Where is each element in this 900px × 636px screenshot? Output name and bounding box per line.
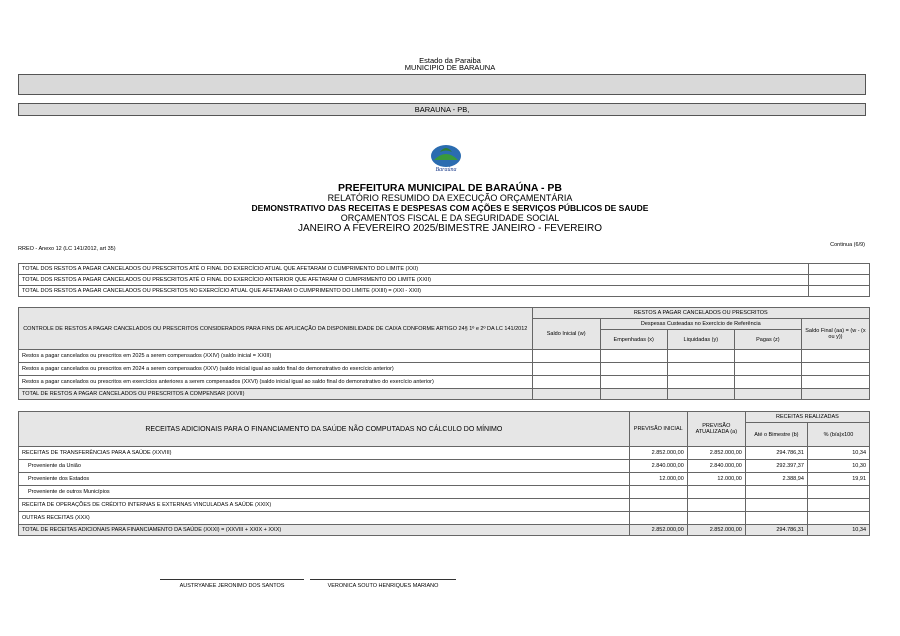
col-receitas-realizadas: RECEITAS REALIZADAS xyxy=(745,412,869,423)
title-period: JANEIRO A FEVEREIRO 2025/BIMESTRE JANEIRO - FEVEREIRO xyxy=(298,223,602,234)
total-label: TOTAL DE RECEITAS ADICIONAIS PARA FINANCIAMENTO DA SAÚDE (XXXI) = (XXVIII + XXIX + XXX) xyxy=(19,525,630,536)
table-row xyxy=(19,308,870,319)
value-previsao-atualizada: 2.852.000,00 xyxy=(687,447,745,460)
value-ate-bimestre xyxy=(745,499,807,512)
control-total-label: TOTAL DE RESTOS A PAGAR CANCELADOS OU PRESCRITOS A COMPENSAR (XXVII) xyxy=(19,389,533,400)
value-previsao-atualizada: 12.000,00 xyxy=(687,473,745,486)
value-previsao-atualizada xyxy=(687,499,745,512)
control-group-header: RESTOS A PAGAR CANCELADOS OU PRESCRITOS xyxy=(532,308,869,319)
limit-value xyxy=(809,286,870,297)
gray-band xyxy=(18,74,866,95)
value-percent: 10,30 xyxy=(807,460,869,473)
table-row xyxy=(19,363,870,376)
table-row xyxy=(19,389,870,400)
limit-label: TOTAL DOS RESTOS A PAGAR CANCELADOS OU PRESCRITOS ATÉ O FINAL DO EXERCÍCIO ATUAL QUE AFETARAM O CUMPRIMENTO DO LIMITE (XXI) xyxy=(19,264,809,275)
annex-label: RREO - Anexo 12 (LC 141/2012, art 35) xyxy=(18,246,116,252)
value-percent xyxy=(807,486,869,499)
control-row-label: Restos a pagar cancelados ou prescritos em 2024 a serem compensados (XXV) (saldo inicial igual ao saldo final do demonstrativo do exercício anterior) xyxy=(19,363,533,376)
table-row xyxy=(19,486,870,499)
col-previsao-inicial: PREVISÃO INICIAL xyxy=(629,412,687,447)
table-row xyxy=(19,286,870,297)
value-percent xyxy=(807,499,869,512)
additional-revenue-table xyxy=(18,411,870,536)
table-row xyxy=(19,499,870,512)
table-row xyxy=(19,275,870,286)
additional-title: RECEITAS ADICIONAIS PARA O FINANCIAMENTO DA SAÚDE NÃO COMPUTADAS NO CÁLCULO DO MÍNIMO xyxy=(19,412,630,447)
title-orcamentos: ORÇAMENTOS FISCAL E DA SEGURIDADE SOCIAL xyxy=(340,213,560,223)
value-percent: 10,34 xyxy=(807,447,869,460)
revenue-label: Proveniente de outros Municípios xyxy=(19,486,630,499)
control-row-label: Restos a pagar cancelados ou prescritos em exercícios anteriores a serem compensados (XXVI) (saldo inicial igual ao saldo final do demonstrativo do exercício anterior) xyxy=(19,376,533,389)
col-empenhadas: Empenhadas (x) xyxy=(600,330,667,350)
revenue-label: Proveniente da União xyxy=(19,460,630,473)
value-previsao-inicial xyxy=(629,512,687,525)
state-name: Estado da Paraiba xyxy=(419,56,481,65)
value-previsao-inicial: 12.000,00 xyxy=(629,473,687,486)
limit-value xyxy=(809,275,870,286)
revenue-label: OUTRAS RECEITAS (XXX) xyxy=(19,512,630,525)
table-row xyxy=(19,460,870,473)
value-previsao-atualizada xyxy=(687,486,745,499)
control-subgroup-header: Despesas Custeadas no Exercício de Referência xyxy=(600,319,801,330)
place-text: BARAUNA - PB, xyxy=(414,105,470,114)
value-previsao-inicial: 2.840.000,00 xyxy=(629,460,687,473)
signature-1: AUSTRYANEE JERONIMO DOS SANTOS xyxy=(160,579,304,589)
table-row xyxy=(19,525,870,536)
value-percent xyxy=(807,512,869,525)
control-title: CONTROLE DE RESTOS A PAGAR CANCELADOS OU PRESCRITOS CONSIDERADOS PARA FINS DE APLICAÇÃO DA DISPONIBILIDADE DE CAIXA CONFORME ARTIGO 24§ 1º e 2º DA LC 141/2012 xyxy=(19,308,533,350)
table-row xyxy=(19,412,870,423)
col-saldo-inicial: Saldo Inicial (w) xyxy=(532,319,600,350)
report-titles xyxy=(0,183,900,235)
value-previsao-inicial xyxy=(629,486,687,499)
title-relatorio: RELATÓRIO RESUMIDO DA EXECUÇÃO ORÇAMENTÁRIA xyxy=(327,193,573,203)
total-ate-bimestre: 294.786,31 xyxy=(745,525,807,536)
table-row xyxy=(19,350,870,363)
table-row xyxy=(19,376,870,389)
col-ate-bimestre: Até o Bimestre (b) xyxy=(745,423,807,447)
total-previsao-atualizada: 2.852.000,00 xyxy=(687,525,745,536)
limit-label: TOTAL DOS RESTOS A PAGAR CANCELADOS OU PRESCRITOS ATÉ O FINAL DO EXERCÍCIO ANTERIOR QUE AFETARAM O CUMPRIMENTO DO LIMITE (XXII) xyxy=(19,275,809,286)
value-previsao-inicial xyxy=(629,499,687,512)
total-percent: 10,34 xyxy=(807,525,869,536)
value-ate-bimestre xyxy=(745,512,807,525)
control-table xyxy=(18,307,870,400)
signature-2: VERONICA SOUTO HENRIQUES MARIANO xyxy=(310,579,456,589)
col-liquidadas: Liquidadas (y) xyxy=(667,330,734,350)
table-row xyxy=(19,264,870,275)
revenue-label: RECEITA DE OPERAÇÕES DE CRÉDITO INTERNAS E EXTERNAS VINCULADAS A SAÚDE (XXIX) xyxy=(19,499,630,512)
value-ate-bimestre xyxy=(745,486,807,499)
value-ate-bimestre: 2.388,94 xyxy=(745,473,807,486)
logo-text: Baraúna xyxy=(435,167,457,172)
control-row-label: Restos a pagar cancelados ou prescritos em 2025 a serem compensados (XXIV) (saldo inicial = XXIII) xyxy=(19,350,533,363)
municipality-name: MUNICIPIO DE BARAUNA xyxy=(404,63,496,72)
table-row xyxy=(19,473,870,486)
revenue-label: RECEITAS DE TRANSFERÊNCIAS PARA A SAÚDE (XXVIII) xyxy=(19,447,630,460)
table-row xyxy=(19,447,870,460)
col-previsao-atualizada: PREVISÃO ATUALIZADA (a) xyxy=(687,412,745,447)
value-ate-bimestre: 294.786,31 xyxy=(745,447,807,460)
col-saldo-final: Saldo Final (aa) = (w - (x ou y)) xyxy=(801,319,869,350)
title-demonstrativo: DEMONSTRATIVO DAS RECEITAS E DESPESAS COM AÇÕES E SERVIÇOS PÚBLICOS DE SAUDE xyxy=(251,203,649,213)
value-ate-bimestre: 292.397,37 xyxy=(745,460,807,473)
limit-value xyxy=(809,264,870,275)
value-percent: 19,91 xyxy=(807,473,869,486)
value-previsao-atualizada: 2.840.000,00 xyxy=(687,460,745,473)
title-prefeitura: PREFEITURA MUNICIPAL DE BARAÚNA - PB xyxy=(337,182,562,194)
limits-table xyxy=(18,263,870,297)
place-bar xyxy=(18,103,866,116)
col-percent: % (b/a)x100 xyxy=(807,423,869,447)
col-pagas: Pagas (z) xyxy=(734,330,801,350)
municipal-logo xyxy=(428,142,464,172)
continua-label: Continua (6/9) xyxy=(830,242,865,248)
limit-label: TOTAL DOS RESTOS A PAGAR CANCELADOS OU PRESCRITOS NO EXERCÍCIO ATUAL QUE AFETARAM O CUMPRIMENTO DO LIMITE (XXIII) = (XXI - XXII) xyxy=(19,286,809,297)
total-previsao-inicial: 2.852.000,00 xyxy=(629,525,687,536)
table-row xyxy=(19,512,870,525)
value-previsao-inicial: 2.852.000,00 xyxy=(629,447,687,460)
revenue-label: Proveniente dos Estados xyxy=(19,473,630,486)
value-previsao-atualizada xyxy=(687,512,745,525)
